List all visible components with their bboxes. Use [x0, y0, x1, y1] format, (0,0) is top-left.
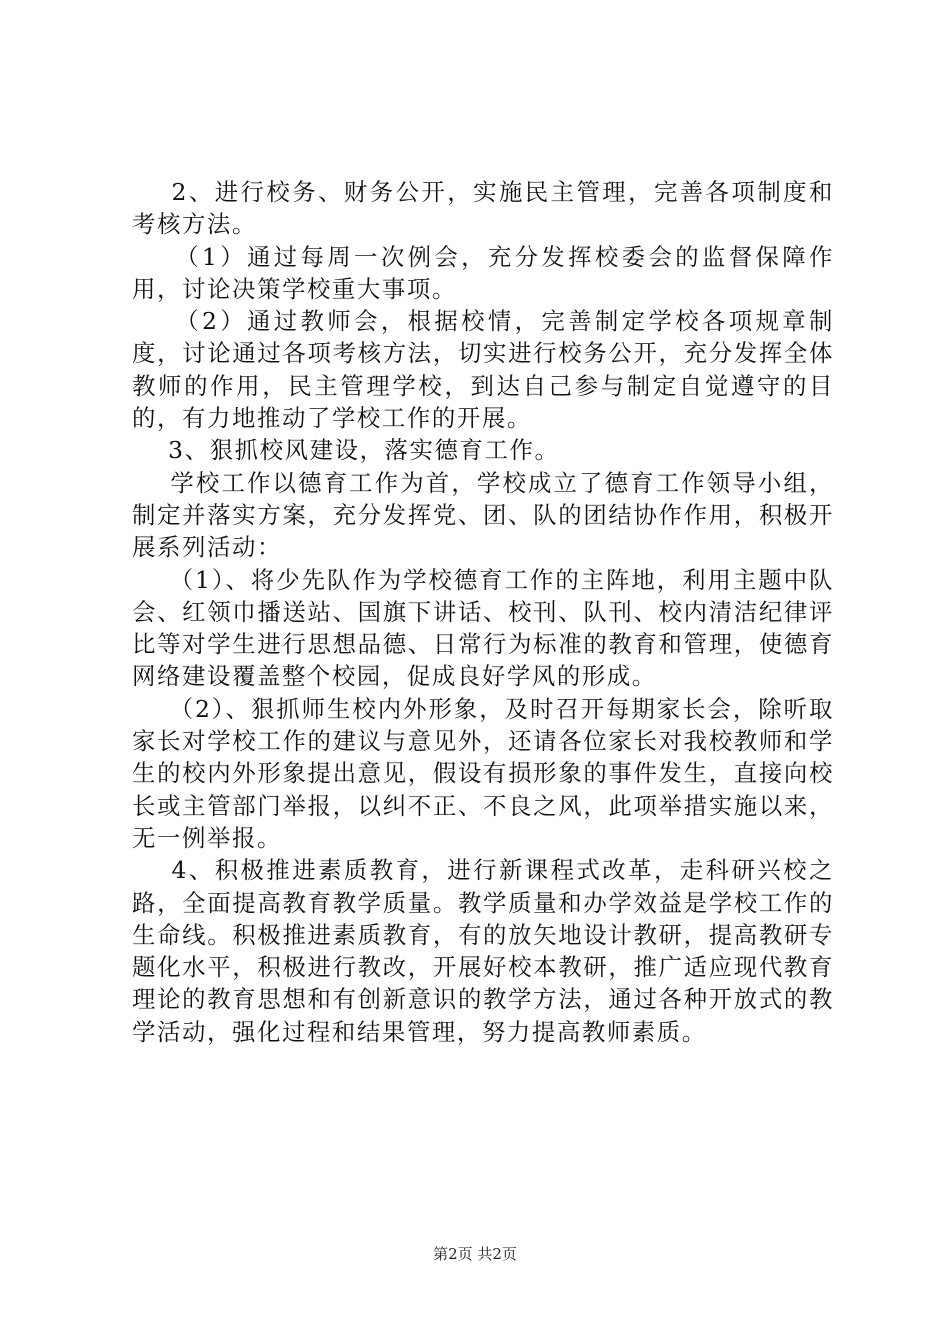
- document-body: [132, 176, 834, 1048]
- paragraph-school-spirit: 3、狠抓校风建设，落实德育工作。: [132, 436, 560, 465]
- paragraph-image: （2）、狠抓师生校内外形象，及时召开每期家长会，除听取家长对学校工作的建议与意见外，还请各位家长对我校教师和学生的校内外形象提出意见，假设有损形象的事件发生，直接向校长或主管部门举报，以纠不正、不良之风，此项举措实施以来，无一例举报。: [132, 694, 834, 852]
- paragraph-teacher-meeting: （2）通过教师会，根据校情，完善制定学校各项规章制度，讨论通过各项考核方法，切实进行校务公开，充分发挥全体教师的作用，民主管理学校，到达自己参与制定自觉遵守的目的，有力地推动了学校工作的开展。: [132, 307, 834, 433]
- paragraph-weekly-meeting: （1）通过每周一次例会，充分发挥校委会的监督保障作用，讨论决策学校重大事项。: [132, 242, 834, 303]
- page-footer: 第2页 共2页: [433, 1245, 517, 1263]
- paragraph-moral-education: 学校工作以德育工作为首，学校成立了德育工作领导小组，制定并落实方案，充分发挥党、团、队的团结协作作用，积极开展系列活动：: [132, 468, 834, 562]
- paragraph-transparency: 2、进行校务、财务公开，实施民主管理，完善各项制度和考核方法。: [132, 178, 834, 239]
- paragraph-young-pioneers: （1）、将少先队作为学校德育工作的主阵地，利用主题中队会、红领巾播送站、国旗下讲话、校刊、队刊、校内清洁纪律评比等对学生进行思想品德、日常行为标准的教育和管理，使德育网络建设覆盖整个校园，促成良好学风的形成。: [132, 565, 834, 691]
- paragraph-quality-education: 4、积极推进素质教育，进行新课程式改革，走科研兴校之路，全面提高教育教学质量。教学质量和办学效益是学校工作的生命线。积极推进素质教育，有的放矢地设计教研，提高教研专题化水平，积极进行教改，开展好校本教研，推广适应现代教育理论的教育思想和有创新意识的教学方法，通过各种开放式的教学活动，强化过程和结果管理，努力提高教师素质。: [132, 856, 834, 1046]
